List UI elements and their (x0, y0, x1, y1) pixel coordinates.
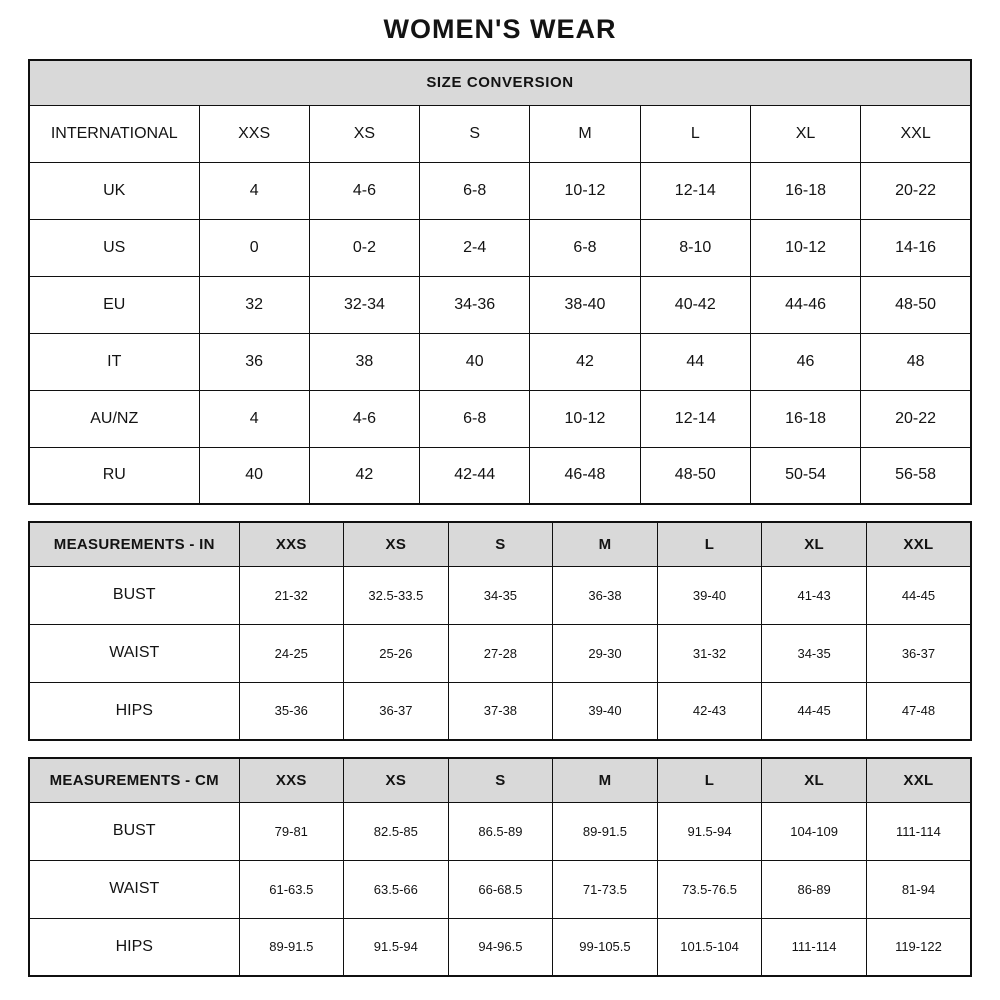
column-header-cell: XXL (861, 105, 971, 162)
row-label-cell: HIPS (29, 682, 239, 740)
value-cell: 16-18 (750, 390, 860, 447)
value-cell: 81-94 (866, 860, 971, 918)
table-row (29, 682, 971, 740)
value-cell: 6-8 (420, 390, 530, 447)
size-header-cell: XXS (239, 522, 344, 566)
measurements-cm-header: MEASUREMENTS - CM (29, 758, 239, 802)
value-cell: 16-18 (750, 162, 860, 219)
page-title: WOMEN'S WEAR (383, 14, 617, 44)
size-header-cell: S (448, 522, 553, 566)
table-row (29, 918, 971, 976)
column-header-cell: S (420, 105, 530, 162)
value-cell: 14-16 (861, 219, 971, 276)
size-header-cell: XL (762, 758, 867, 802)
value-cell: 79-81 (239, 802, 344, 860)
value-cell: 40 (420, 333, 530, 390)
size-header-cell: XS (344, 522, 449, 566)
value-cell: 20-22 (861, 390, 971, 447)
table-row (29, 802, 971, 860)
value-cell: 32-34 (309, 276, 419, 333)
value-cell: 101.5-104 (657, 918, 762, 976)
value-cell: 36-37 (344, 682, 449, 740)
value-cell: 31-32 (657, 624, 762, 682)
value-cell: 40-42 (640, 276, 750, 333)
value-cell: 8-10 (640, 219, 750, 276)
value-cell: 21-32 (239, 566, 344, 624)
row-label-cell: AU/NZ (29, 390, 199, 447)
value-cell: 42 (309, 447, 419, 504)
value-cell: 73.5-76.5 (657, 860, 762, 918)
value-cell: 86.5-89 (448, 802, 553, 860)
value-cell: 111-114 (866, 802, 971, 860)
value-cell: 24-25 (239, 624, 344, 682)
value-cell: 34-36 (420, 276, 530, 333)
value-cell: 12-14 (640, 162, 750, 219)
value-cell: 27-28 (448, 624, 553, 682)
value-cell: 48-50 (861, 276, 971, 333)
size-header-cell: S (448, 758, 553, 802)
value-cell: 38-40 (530, 276, 640, 333)
value-cell: 4 (199, 162, 309, 219)
size-header-cell: L (657, 522, 762, 566)
value-cell: 40 (199, 447, 309, 504)
value-cell: 104-109 (762, 802, 867, 860)
table-row (29, 860, 971, 918)
size-conversion-header: SIZE CONVERSION (29, 60, 971, 105)
row-label-cell: BUST (29, 566, 239, 624)
value-cell: 29-30 (553, 624, 658, 682)
measurements-in-header: MEASUREMENTS - IN (29, 522, 239, 566)
row-label-cell: WAIST (29, 860, 239, 918)
value-cell: 32.5-33.5 (344, 566, 449, 624)
value-cell: 44-45 (762, 682, 867, 740)
measurements-cm-table (28, 757, 972, 977)
value-cell: 0-2 (309, 219, 419, 276)
value-cell: 37-38 (448, 682, 553, 740)
value-cell: 20-22 (861, 162, 971, 219)
size-header-cell: XXL (866, 522, 971, 566)
value-cell: 34-35 (762, 624, 867, 682)
table-row (29, 447, 971, 504)
value-cell: 39-40 (657, 566, 762, 624)
table-header-band-row (29, 60, 971, 105)
measurements-cm-header-row (29, 758, 971, 802)
value-cell: 42-44 (420, 447, 530, 504)
value-cell: 44-46 (750, 276, 860, 333)
row-label-cell: RU (29, 447, 199, 504)
table-row (29, 566, 971, 624)
column-header-cell: L (640, 105, 750, 162)
value-cell: 111-114 (762, 918, 867, 976)
value-cell: 6-8 (420, 162, 530, 219)
column-header-cell: XL (750, 105, 860, 162)
row-label-cell: IT (29, 333, 199, 390)
value-cell: 12-14 (640, 390, 750, 447)
size-conversion-table (28, 59, 972, 505)
value-cell: 42 (530, 333, 640, 390)
value-cell: 89-91.5 (553, 802, 658, 860)
value-cell: 38 (309, 333, 419, 390)
table-row (29, 162, 971, 219)
size-header-cell: M (553, 758, 658, 802)
value-cell: 66-68.5 (448, 860, 553, 918)
size-header-cell: XL (762, 522, 867, 566)
value-cell: 119-122 (866, 918, 971, 976)
table-row (29, 219, 971, 276)
table-row (29, 390, 971, 447)
value-cell: 41-43 (762, 566, 867, 624)
size-header-cell: M (553, 522, 658, 566)
value-cell: 44 (640, 333, 750, 390)
table-row (29, 276, 971, 333)
row-label-cell: EU (29, 276, 199, 333)
value-cell: 99-105.5 (553, 918, 658, 976)
value-cell: 4-6 (309, 162, 419, 219)
column-header-cell: XS (309, 105, 419, 162)
value-cell: 0 (199, 219, 309, 276)
value-cell: 6-8 (530, 219, 640, 276)
row-label-cell: BUST (29, 802, 239, 860)
value-cell: 46-48 (530, 447, 640, 504)
value-cell: 34-35 (448, 566, 553, 624)
value-cell: 42-43 (657, 682, 762, 740)
value-cell: 47-48 (866, 682, 971, 740)
column-header-cell: INTERNATIONAL (29, 105, 199, 162)
value-cell: 36 (199, 333, 309, 390)
row-label-cell: US (29, 219, 199, 276)
value-cell: 10-12 (530, 390, 640, 447)
value-cell: 36-37 (866, 624, 971, 682)
row-label-cell: HIPS (29, 918, 239, 976)
table-row (29, 624, 971, 682)
value-cell: 61-63.5 (239, 860, 344, 918)
value-cell: 44-45 (866, 566, 971, 624)
measurements-in-table (28, 521, 972, 741)
value-cell: 91.5-94 (344, 918, 449, 976)
value-cell: 94-96.5 (448, 918, 553, 976)
table-row (29, 333, 971, 390)
value-cell: 56-58 (861, 447, 971, 504)
value-cell: 48 (861, 333, 971, 390)
value-cell: 10-12 (530, 162, 640, 219)
value-cell: 39-40 (553, 682, 658, 740)
value-cell: 89-91.5 (239, 918, 344, 976)
value-cell: 10-12 (750, 219, 860, 276)
column-header-cell: M (530, 105, 640, 162)
row-label-cell: WAIST (29, 624, 239, 682)
value-cell: 32 (199, 276, 309, 333)
size-header-cell: XS (344, 758, 449, 802)
columns-row (29, 105, 971, 162)
value-cell: 2-4 (420, 219, 530, 276)
size-header-cell: XXL (866, 758, 971, 802)
value-cell: 46 (750, 333, 860, 390)
value-cell: 91.5-94 (657, 802, 762, 860)
value-cell: 71-73.5 (553, 860, 658, 918)
value-cell: 4 (199, 390, 309, 447)
value-cell: 63.5-66 (344, 860, 449, 918)
value-cell: 82.5-85 (344, 802, 449, 860)
row-label-cell: UK (29, 162, 199, 219)
value-cell: 25-26 (344, 624, 449, 682)
value-cell: 86-89 (762, 860, 867, 918)
value-cell: 50-54 (750, 447, 860, 504)
measurements-in-header-row (29, 522, 971, 566)
value-cell: 4-6 (309, 390, 419, 447)
value-cell: 48-50 (640, 447, 750, 504)
size-header-cell: L (657, 758, 762, 802)
column-header-cell: XXS (199, 105, 309, 162)
value-cell: 35-36 (239, 682, 344, 740)
size-header-cell: XXS (239, 758, 344, 802)
value-cell: 36-38 (553, 566, 658, 624)
